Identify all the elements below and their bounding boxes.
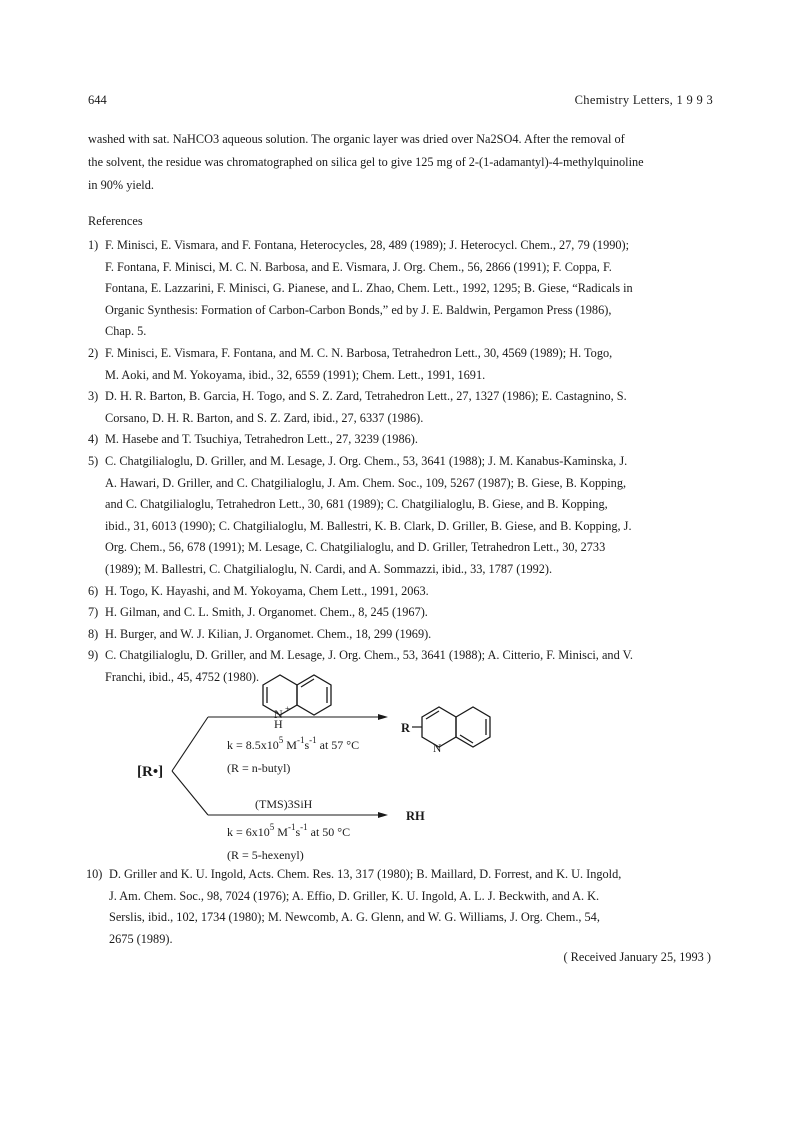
reference-number: 4) — [88, 432, 99, 447]
radical-label: [R•] — [137, 764, 164, 780]
reference-line: Chap. 5. — [105, 324, 147, 339]
reference-item — [88, 235, 718, 343]
reference-line: Org. Chem., 56, 678 (1991); M. Lesage, C. Chatgilialoglu, and D. Griller, Tetrahedron Lett., 30, 2733 — [105, 540, 606, 555]
reference-line: H. Togo, K. Hayashi, and M. Yokoyama, Chem Lett., 1991, 2063. — [105, 583, 429, 598]
reference-line: Organic Synthesis: Formation of Carbon-Carbon Bonds,” ed by J. E. Baldwin, Pergamon Press (1986), — [105, 302, 612, 317]
reference-number: 6) — [88, 583, 99, 598]
reference-line: Fontana, E. Lazzarini, F. Minisci, G. Pianese, and L. Zhao, Chem. Lett., 1992, 1295; B. Giese, “Radicals in — [105, 281, 633, 296]
reference-line: C. Chatgilialoglu, D. Griller, and M. Lesage, J. Org. Chem., 53, 3641 (1988); A. Citterio, F. Minisci, and V. — [105, 648, 633, 663]
reference-number: 7) — [88, 605, 99, 620]
arrowhead-upper — [378, 714, 388, 720]
reference-number: 8) — [88, 626, 99, 641]
paragraph-line: the solvent, the residue was chromatographed on silica gel to give 125 mg of 2-(1-adamantyl)-4-methylquinoline — [88, 155, 644, 169]
reference-line: F. Minisci, E. Vismara, and F. Fontana, Heterocycles, 28, 489 (1989); J. Heterocycl. Chem., 27, 79 (1990); — [105, 238, 630, 252]
protonated-h-label: H — [274, 717, 283, 731]
reagent-2: (TMS)3SiH — [255, 797, 313, 811]
paragraph-line: washed with sat. NaHCO3 aqueous solution. The organic layer was dried over Na2SO4. After the removal of — [88, 132, 625, 146]
reference-item — [88, 581, 718, 603]
reference-item — [88, 624, 718, 646]
received-date: ( Received January 25, 1993 ) — [563, 950, 711, 964]
reference-item — [88, 602, 718, 624]
product-r-label: R — [401, 721, 411, 735]
arrowhead-lower — [378, 812, 388, 818]
reference-line: ibid., 31, 6013 (1990); C. Chatgilialoglu, M. Ballestri, K. B. Clark, D. Griller, B. Giese, and B. Kopping, J. — [105, 518, 632, 533]
reference-number: 5) — [88, 453, 99, 468]
branch-line-upper — [172, 717, 208, 771]
product-n-label: N — [433, 743, 442, 755]
reference-number: 1) — [88, 238, 99, 252]
reference-line: H. Burger, and W. J. Kilian, J. Organomet. Chem., 18, 299 (1969). — [105, 626, 432, 641]
reference-line: J. Am. Chem. Soc., 98, 7024 (1976); A. Effio, D. Griller, K. U. Ingold, A. L. J. Beckwith, and A. K. — [109, 888, 600, 903]
reference-line: M. Hasebe and T. Tsuchiya, Tetrahedron Lett., 27, 3239 (1986). — [105, 432, 418, 447]
reference-line: A. Hawari, D. Griller, and C. Chatgilialoglu, J. Am. Chem. Soc., 109, 5267 (1987); B. Giese, B. Kopping, — [105, 475, 627, 490]
branch-line-lower — [172, 771, 208, 815]
reference-line: C. Chatgilialoglu, D. Griller, and M. Lesage, J. Org. Chem., 53, 3641 (1988); J. M. Kanabus-Kaminska, J. — [105, 453, 628, 468]
product-2: RH — [406, 809, 425, 823]
paragraph-line: in 90% yield. — [88, 178, 154, 192]
references-heading: References — [88, 214, 143, 228]
reaction-scheme — [120, 672, 540, 862]
reference-line: Corsano, D. H. R. Barton, and S. Z. Zard, ibid., 27, 6337 (1986). — [105, 410, 424, 425]
quinoline-product-structure — [422, 707, 490, 747]
reference-line: and C. Chatgilialoglu, Tetrahedron Lett., 30, 681 (1989); C. Chatgilialoglu, B. Giese, and B. Kopping, — [105, 497, 608, 512]
protonated-n-label: N — [274, 707, 283, 721]
reference-line: M. Aoki, and M. Yokoyama, ibid., 32, 6559 (1991); Chem. Lett., 1991, 1691. — [105, 367, 486, 382]
reference-number: 2) — [88, 345, 99, 360]
reference-number: 10) — [86, 867, 103, 881]
reference-line: F. Minisci, E. Vismara, F. Fontana, and M. C. N. Barbosa, Tetrahedron Lett., 30, 4569 (1989); H. Togo, — [105, 345, 613, 360]
reference-item — [88, 451, 718, 581]
plus-charge: + — [285, 704, 291, 714]
reference-line: (1989); M. Ballestri, C. Chatgilialoglu, N. Cardi, and A. Sommazzi, ibid., 33, 1787 (1992). — [105, 561, 553, 576]
page-number: 644 — [88, 93, 107, 107]
reference-line: Serslis, ibid., 102, 1734 (1980); M. Newcomb, A. G. Glenn, and W. G. Williams, J. Org. Chem., 54, — [109, 910, 600, 925]
reference-10 — [88, 864, 718, 950]
condition-2: (R = 5-hexenyl) — [227, 848, 304, 862]
reference-line: F. Fontana, F. Minisci, M. C. N. Barbosa, and E. Vismara, J. Org. Chem., 56, 2866 (1991); F. Coppa, F. — [105, 259, 612, 274]
journal-header: Chemistry Letters, 1 9 9 3 — [574, 93, 713, 107]
rate-constant-2: $k = 6x10^5$ $M^{-1}s^{-1}$ at 50 °C — [227, 822, 351, 839]
reference-line: D. Griller and K. U. Ingold, Acts. Chem. Res. 13, 317 (1980); B. Maillard, D. Forrest, and K. U. Ingold, — [109, 867, 622, 881]
rate-constant-1: $k = 8.5x10^5$ $M^{-1}s^{-1}$ at 57 °C — [227, 735, 360, 752]
reference-line: 2675 (1989). — [109, 931, 173, 946]
reference-line: D. H. R. Barton, B. Garcia, H. Togo, and S. Z. Zard, Tetrahedron Lett., 27, 1327 (1986); E. Castagnino, S. — [105, 389, 627, 404]
reference-item — [88, 343, 718, 386]
reference-number: 3) — [88, 389, 99, 404]
condition-1: (R = n-butyl) — [227, 761, 291, 775]
body-paragraph — [88, 128, 716, 197]
reference-item — [88, 386, 718, 429]
reference-number: 9) — [88, 648, 99, 663]
references-list — [88, 235, 718, 688]
reference-line: Franchi, ibid., 45, 4752 (1980). — [105, 669, 260, 684]
reference-line: H. Gilman, and C. L. Smith, J. Organomet. Chem., 8, 245 (1967). — [105, 605, 428, 620]
reference-item — [88, 429, 718, 451]
